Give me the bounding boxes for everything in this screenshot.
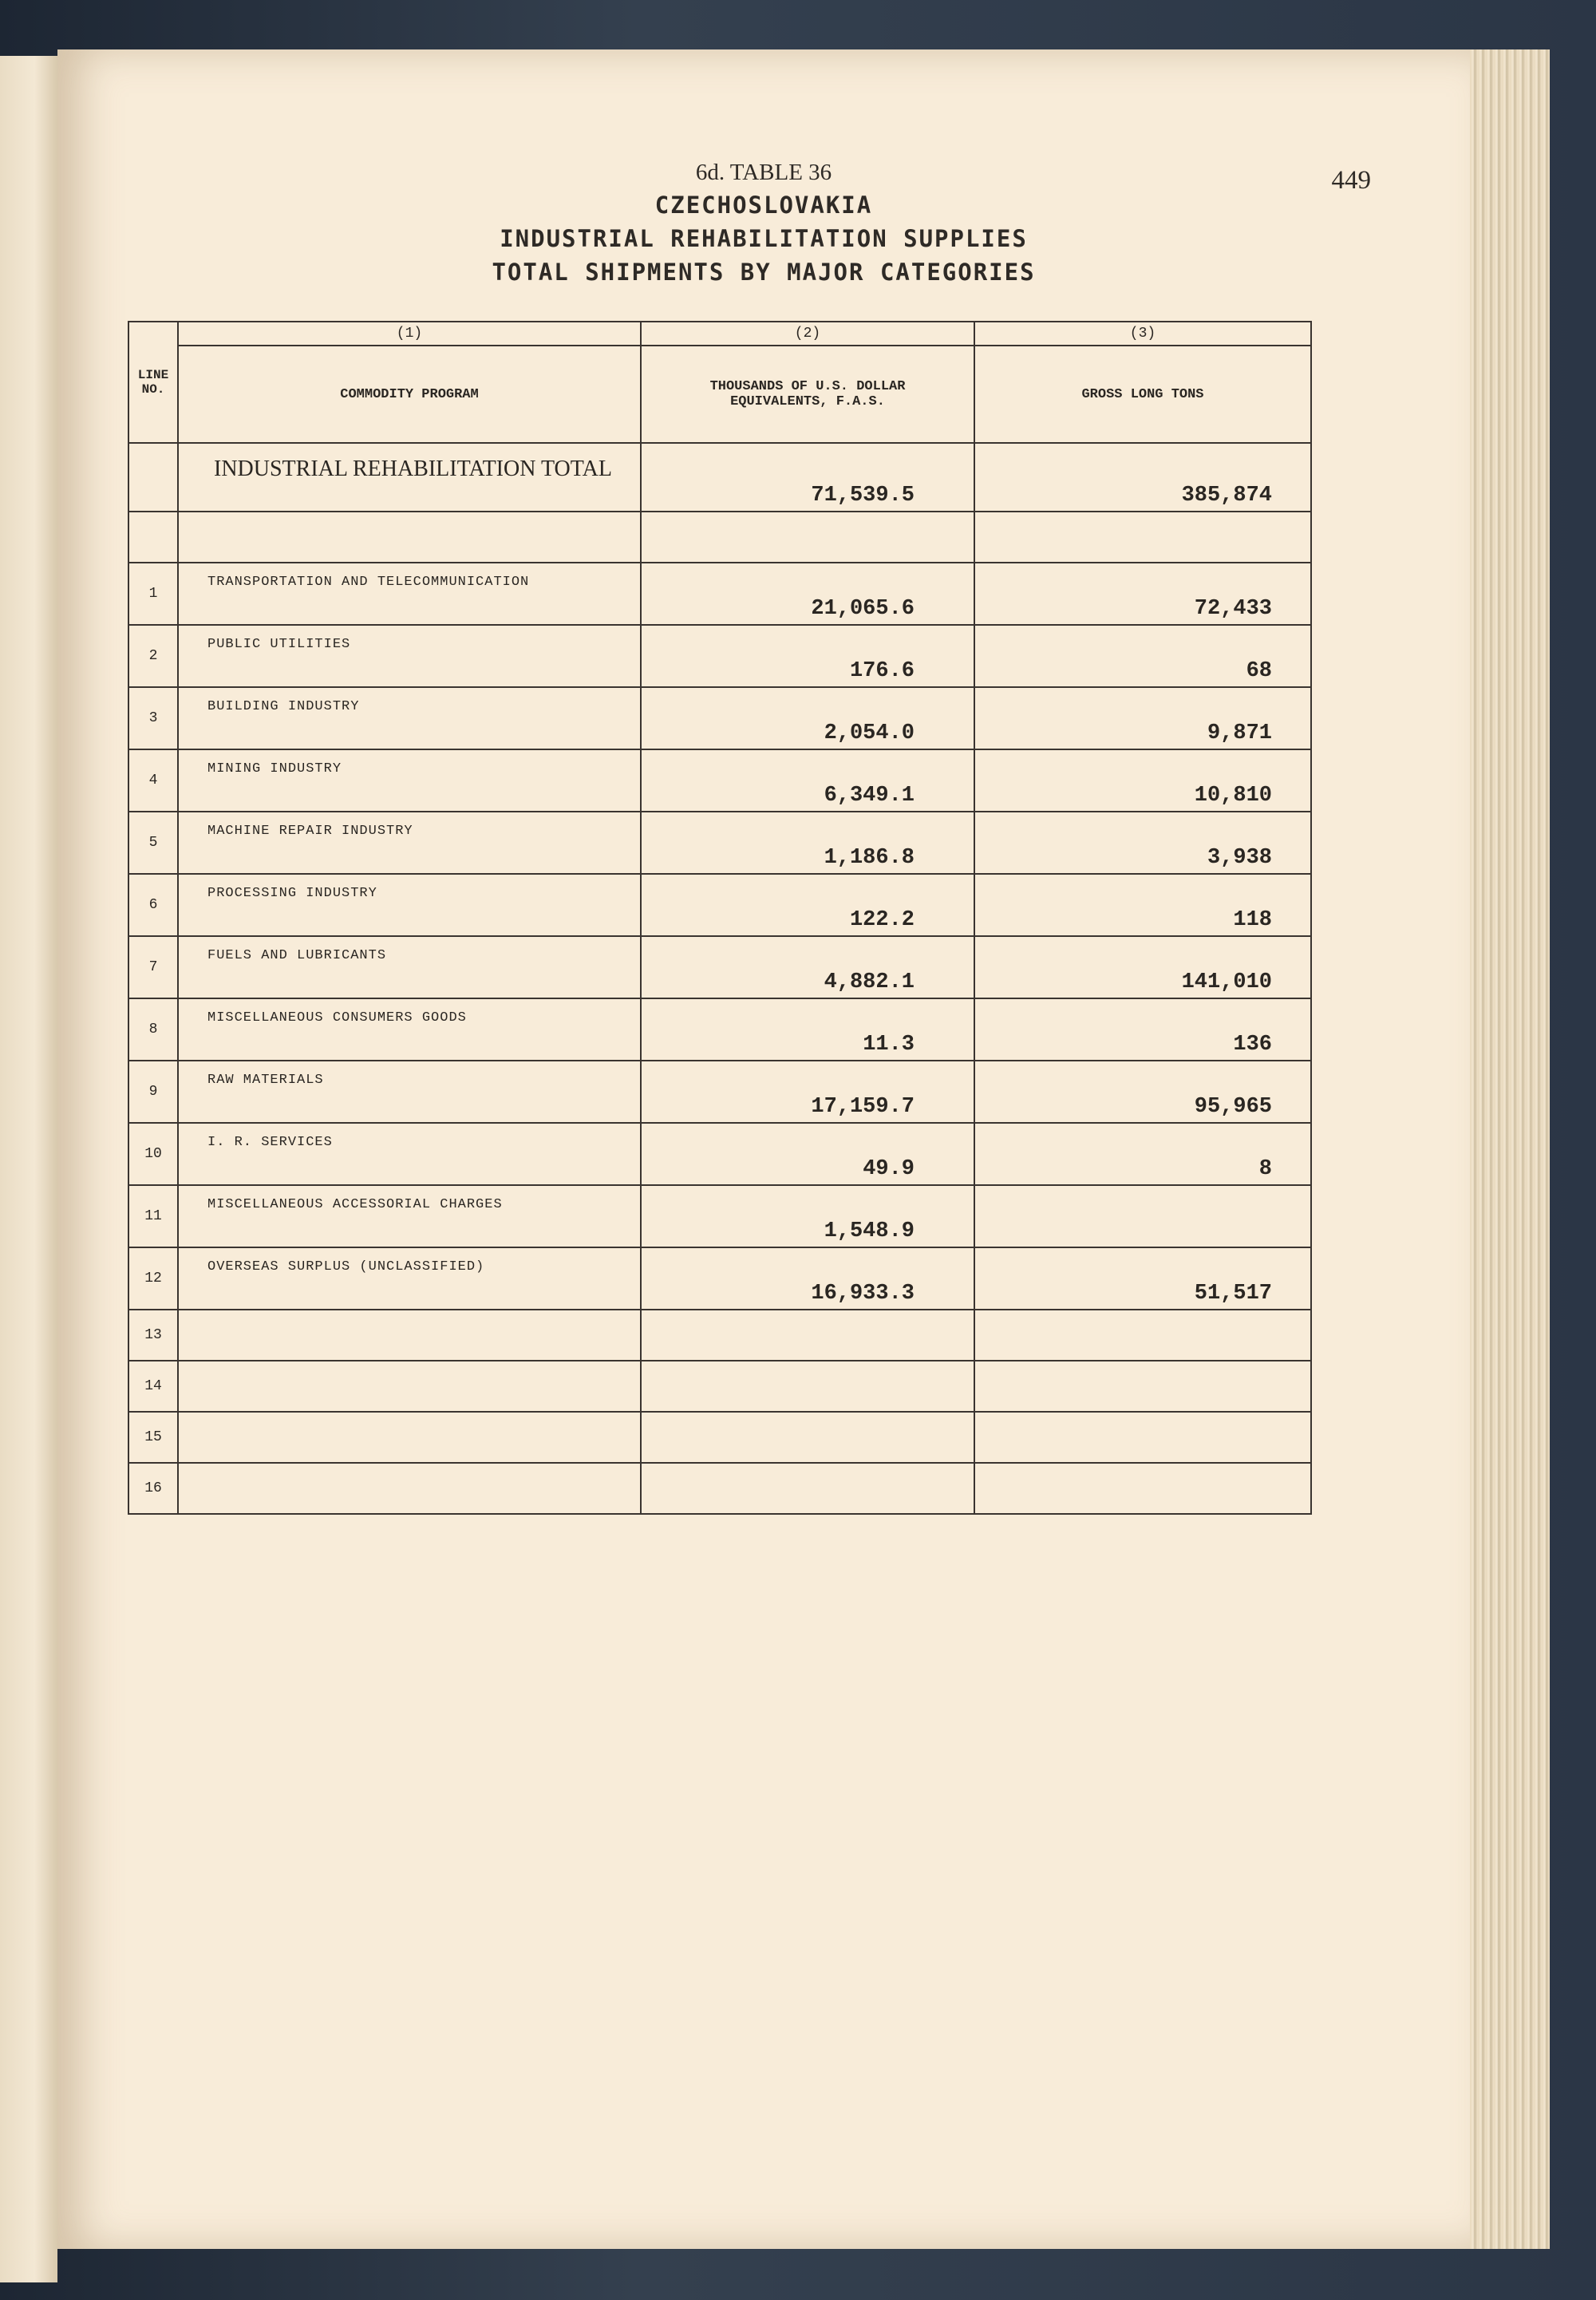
column-number-2: (2) — [641, 322, 974, 346]
dollars-value: 4,882.1 — [641, 936, 974, 998]
empty-cell — [641, 1310, 974, 1361]
commodity-program: OVERSEAS SURPLUS (UNCLASSIFIED) — [178, 1247, 641, 1310]
tons-value: 10,810 — [974, 749, 1311, 812]
spacer-cell — [178, 512, 641, 563]
line-number: 8 — [128, 998, 178, 1061]
line-number: 2 — [128, 625, 178, 687]
commodity-program: FUELS AND LUBRICANTS — [178, 936, 641, 998]
table-row — [128, 1247, 1311, 1310]
line-number: 11 — [128, 1185, 178, 1247]
empty-cell — [178, 1310, 641, 1361]
line-number: 16 — [128, 1463, 178, 1514]
tons-value: 141,010 — [974, 936, 1311, 998]
book-page — [57, 49, 1470, 2249]
empty-cell — [178, 1463, 641, 1514]
dollars-value: 1,548.9 — [641, 1185, 974, 1247]
dollars-value: 122.2 — [641, 874, 974, 936]
blank-row — [128, 1361, 1311, 1412]
line-no-header: LINE NO. — [128, 322, 178, 443]
table-row — [128, 563, 1311, 625]
table-row — [128, 936, 1311, 998]
empty-cell — [178, 1412, 641, 1463]
tons-value: 9,871 — [974, 687, 1311, 749]
table-title-line1: INDUSTRIAL REHABILITATION SUPPLIES — [500, 225, 1028, 252]
empty-cell — [641, 1361, 974, 1412]
tons-value: 8 — [974, 1123, 1311, 1185]
commodity-program: PUBLIC UTILITIES — [178, 625, 641, 687]
table-row — [128, 1185, 1311, 1247]
empty-cell — [974, 1412, 1311, 1463]
line-number: 7 — [128, 936, 178, 998]
table-row — [128, 874, 1311, 936]
column-number-3: (3) — [974, 322, 1311, 346]
blank-row — [128, 1463, 1311, 1514]
dollars-value: 6,349.1 — [641, 749, 974, 812]
line-number: 4 — [128, 749, 178, 812]
commodity-program: TRANSPORTATION AND TELECOMMUNICATION — [178, 563, 641, 625]
table-row — [128, 998, 1311, 1061]
dollars-value: 16,933.3 — [641, 1247, 974, 1310]
empty-cell — [974, 1310, 1311, 1361]
empty-cell — [641, 1412, 974, 1463]
line-number: 5 — [128, 812, 178, 874]
commodity-program: MACHINE REPAIR INDUSTRY — [178, 812, 641, 874]
tons-value: 51,517 — [974, 1247, 1311, 1310]
commodity-program: PROCESSING INDUSTRY — [178, 874, 641, 936]
tons-value: 68 — [974, 625, 1311, 687]
commodity-program-header: COMMODITY PROGRAM — [178, 346, 641, 443]
table-row — [128, 812, 1311, 874]
commodity-program: MINING INDUSTRY — [178, 749, 641, 812]
column-number-row — [128, 322, 1311, 346]
total-dollars: 71,539.5 — [641, 443, 974, 512]
country-heading: CZECHOSLOVAKIA — [654, 192, 873, 219]
blank-row — [128, 1412, 1311, 1463]
line-number: 6 — [128, 874, 178, 936]
dollars-value: 176.6 — [641, 625, 974, 687]
tons-value: 72,433 — [974, 563, 1311, 625]
header-row — [128, 346, 1311, 443]
dollars-value: 11.3 — [641, 998, 974, 1061]
empty-cell — [178, 1361, 641, 1412]
commodity-program: BUILDING INDUSTRY — [178, 687, 641, 749]
blank-row — [128, 1310, 1311, 1361]
total-line-cell — [128, 443, 178, 512]
table-row — [128, 1123, 1311, 1185]
tons-value: 95,965 — [974, 1061, 1311, 1123]
line-number: 9 — [128, 1061, 178, 1123]
line-number: 12 — [128, 1247, 178, 1310]
line-number: 13 — [128, 1310, 178, 1361]
table-label: 6d. TABLE 36 — [695, 160, 832, 185]
table-row — [128, 687, 1311, 749]
empty-cell — [974, 1361, 1311, 1412]
empty-cell — [641, 1463, 974, 1514]
spacer-cell — [974, 512, 1311, 563]
total-label: INDUSTRIAL REHABILITATION TOTAL — [178, 443, 641, 512]
commodity-program: I. R. SERVICES — [178, 1123, 641, 1185]
empty-cell — [974, 1463, 1311, 1514]
page-edges — [1470, 49, 1550, 2249]
table-row — [128, 625, 1311, 687]
commodity-program: MISCELLANEOUS CONSUMERS GOODS — [178, 998, 641, 1061]
left-page-edge — [0, 56, 57, 2282]
spacer-cell — [128, 512, 178, 563]
tons-value: 136 — [974, 998, 1311, 1061]
tons-header: GROSS LONG TONS — [974, 346, 1311, 443]
dollars-value: 49.9 — [641, 1123, 974, 1185]
tons-value: 118 — [974, 874, 1311, 936]
tons-value — [974, 1185, 1311, 1247]
dollars-value: 2,054.0 — [641, 687, 974, 749]
table-row — [128, 1061, 1311, 1123]
spacer-cell — [641, 512, 974, 563]
total-tons: 385,874 — [974, 443, 1311, 512]
dollars-header: THOUSANDS OF U.S. DOLLAR EQUIVALENTS, F.A.S. — [641, 346, 974, 443]
tons-value: 3,938 — [974, 812, 1311, 874]
line-number: 3 — [128, 687, 178, 749]
total-row — [128, 443, 1311, 512]
dollars-value: 1,186.8 — [641, 812, 974, 874]
dollars-value: 21,065.6 — [641, 563, 974, 625]
page-number: 449 — [1331, 166, 1371, 195]
line-number: 10 — [128, 1123, 178, 1185]
spacer-row — [128, 512, 1311, 563]
table-title-line2: TOTAL SHIPMENTS BY MAJOR CATEGORIES — [492, 259, 1036, 286]
column-number-1: (1) — [178, 322, 641, 346]
line-number: 14 — [128, 1361, 178, 1412]
shipments-table — [128, 321, 1312, 1515]
table-row — [128, 749, 1311, 812]
line-number: 15 — [128, 1412, 178, 1463]
commodity-program: RAW MATERIALS — [178, 1061, 641, 1123]
commodity-program: MISCELLANEOUS ACCESSORIAL CHARGES — [178, 1185, 641, 1247]
line-number: 1 — [128, 563, 178, 625]
dollars-value: 17,159.7 — [641, 1061, 974, 1123]
